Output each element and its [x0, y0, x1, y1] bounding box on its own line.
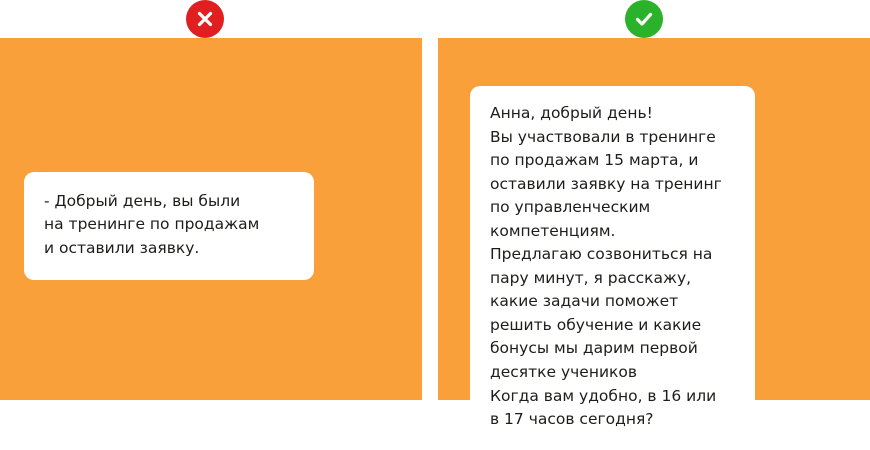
check-icon [625, 0, 663, 38]
good-example-message-text: Анна, добрый день! Вы участвовали в тренинге по продажам 15 марта, и оставили заявку на тренинг по управленческим компетенциям. Предлагаю созвониться на пару минут, я расскажу, какие задачи поможет решить обучение и какие бонусы мы дарим первой десятке учеников Когда вам удобно, в 16 или в 17 часов сегодня? [490, 104, 722, 429]
bad-example-message-text: - Добрый день, вы были на тренинге по продажам и оставили заявку. [44, 192, 260, 257]
bad-example-message-bubble [24, 172, 314, 280]
cross-icon [186, 0, 224, 38]
good-example-message-bubble [470, 86, 755, 450]
